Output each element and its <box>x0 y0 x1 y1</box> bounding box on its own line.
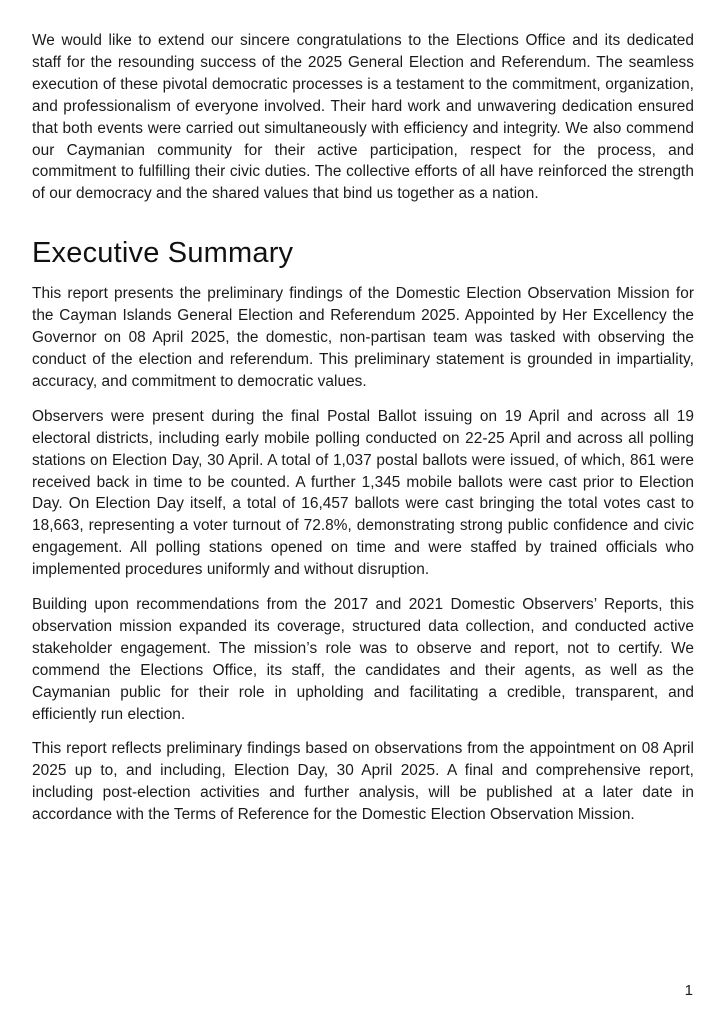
page-number: 1 <box>684 982 693 999</box>
document-page <box>32 30 694 826</box>
section-heading-executive-summary: Executive Summary <box>32 237 294 270</box>
summary-paragraph-observations: Observers were present during the final Postal Ballot issuing on 19 April and across all 19 electoral districts, including early mobile polling conducted on 22-25 April and across all polling stations on Election Day, 30 April. A total of 1,037 postal ballots were issued, of which, 861 were received back in time to be counted. A further 1,345 mobile ballots were cast prior to Election Day. On Election Day itself, a total of 16,457 ballots were cast bringing the total votes cast to 18,663, representing a voter turnout of 72.8%, demonstrating strong public confidence and civic engagement. All polling stations opened on time and were staffed by trained officials who implemented procedures uniformly and without disruption. <box>32 407 694 579</box>
intro-paragraph: We would like to extend our sincere congratulations to the Elections Office and its dedicated staff for the resounding success of the 2025 General Election and Referendum. The seamless execution of these pivotal democratic processes is a testament to the commitment, organization, and professionalism of everyone involved. Their hard work and unwavering dedication ensured that both events were carried out simultaneously with efficiency and integrity. We also commend our Caymanian community for their active participation, respect for the process, and commitment to fulfilling their civic duties. The collective efforts of all have reinforced the strength of our democracy and the shared values that bind us together as a nation. <box>32 32 694 203</box>
summary-paragraph-scope: This report reflects preliminary findings based on observations from the appointment on 08 April 2025 up to, and including, Election Day, 30 April 2025. A final and comprehensive report, including post-election activities and further analysis, will be published at a later date in accordance with the Terms of Reference for the Domestic Election Observation Mission. <box>32 740 694 824</box>
summary-paragraph-overview: This report presents the preliminary findings of the Domestic Election Observation Mission for the Cayman Islands General Election and Referendum 2025. Appointed by Her Excellency the Governor on 08 April 2025, the domestic, non-partisan team was tasked with observing the conduct of the election and referendum. This preliminary statement is grounded in impartiality, accuracy, and commitment to democratic values. <box>32 285 694 390</box>
summary-paragraph-recommendations: Building upon recommendations from the 2017 and 2021 Domestic Observers’ Reports, this observation mission expanded its coverage, structured data collection, and conducted active stakeholder engagement. The mission’s role was to observe and report, not to certify. We commend the Elections Office, its staff, the candidates and their agents, as well as the Caymanian public for their role in upholding and facilitating a credible, transparent, and efficiently run election. <box>32 596 694 723</box>
